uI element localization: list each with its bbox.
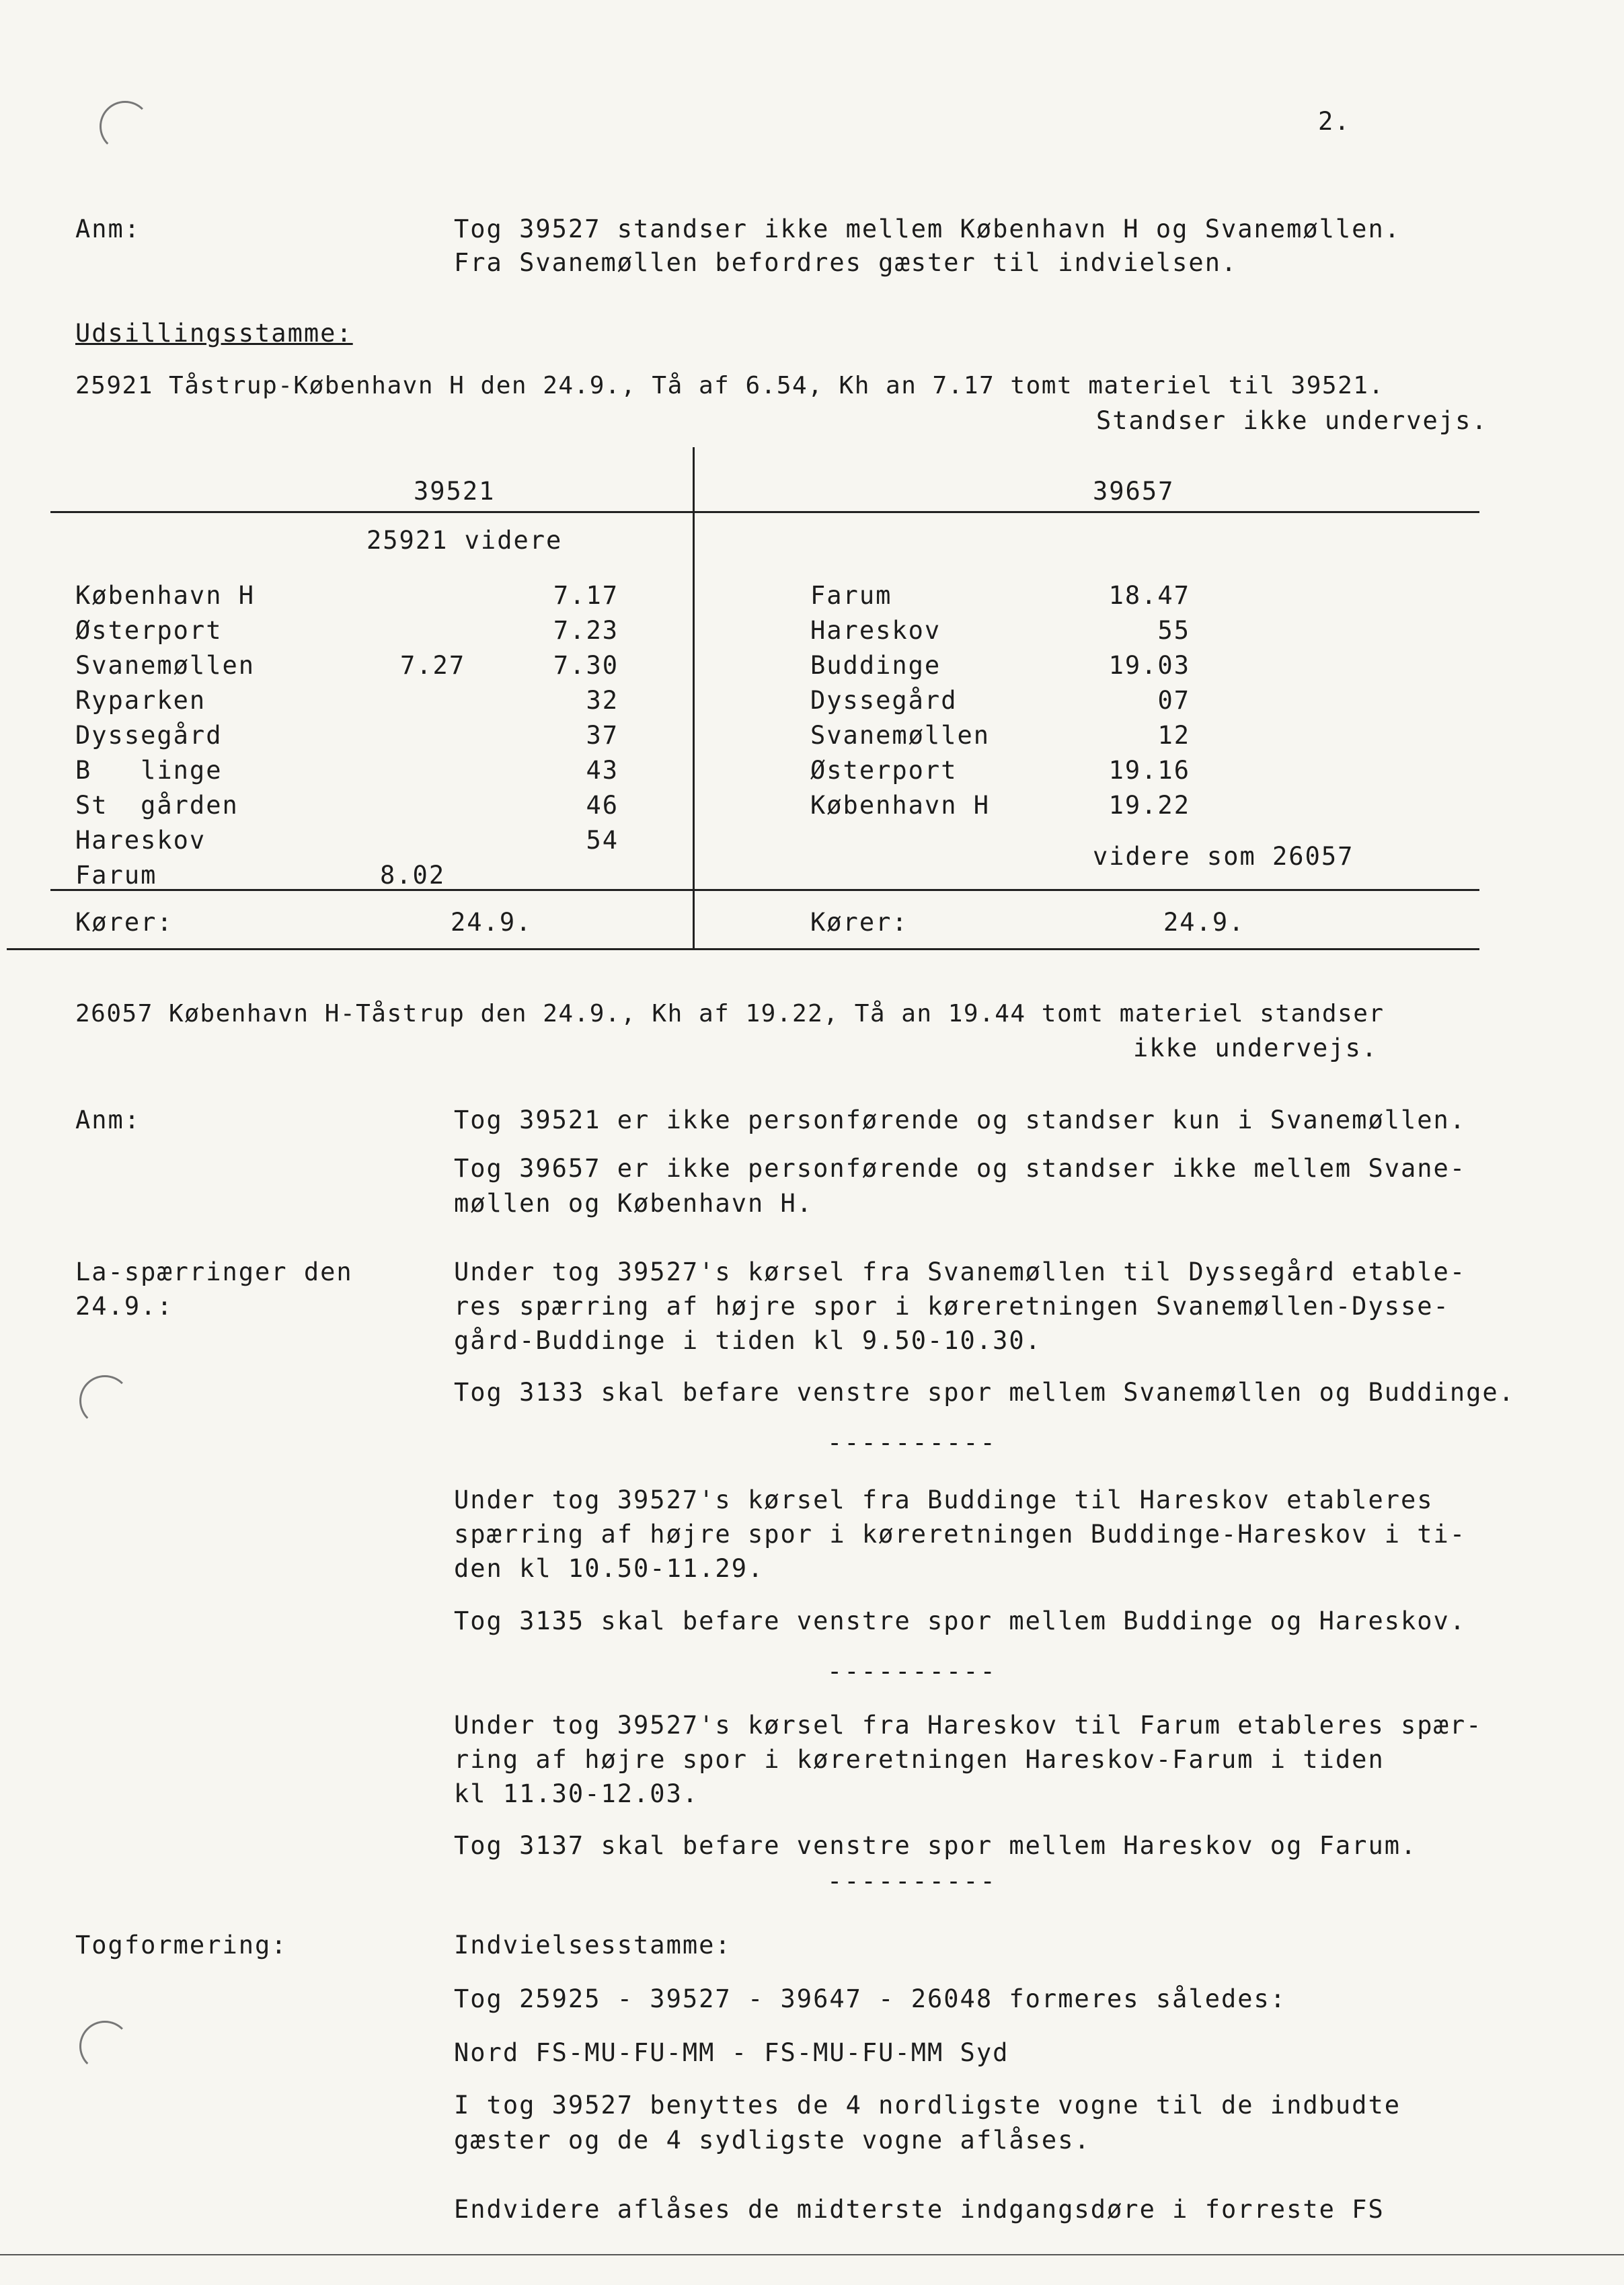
togformering-text: I tog 39527 benyttes de 4 nordligste vogne til de indbudte — [454, 2091, 1401, 2120]
table-rule — [7, 948, 1479, 950]
anm-line: Fra Svanemøllen befordres gæster til indvielsen. — [454, 248, 1238, 277]
departure-time: 19.16 — [1108, 756, 1190, 785]
togformering-text: Endvidere aflåses de midterste indgangsdøre i forreste FS — [454, 2195, 1385, 2224]
togformering-label: Togformering: — [75, 1931, 288, 1960]
korer-date: 24.9. — [1163, 908, 1245, 937]
separator: ---------- — [827, 1657, 997, 1686]
la-text: den kl 10.50-11.29. — [454, 1554, 765, 1583]
departure-time: 07 — [1157, 686, 1190, 715]
departure-time: 19.03 — [1108, 651, 1190, 680]
page-number: 2. — [1318, 107, 1351, 136]
train-description: ikke undervejs. — [1133, 1034, 1379, 1062]
departure-time: 7.30 — [553, 651, 619, 680]
arrival-time: 8.02 — [380, 861, 446, 890]
departure-time: 54 — [586, 826, 619, 855]
punch-hole-mark — [79, 2021, 130, 2072]
la-text: Under tog 39527's kørsel fra Buddinge til Hareskov etableres — [454, 1485, 1434, 1514]
la-text: Tog 3133 skal befare venstre spor mellem Svanemøllen og Buddinge. — [454, 1378, 1515, 1407]
separator: ---------- — [827, 1428, 997, 1457]
la-label: La-spærringer den — [75, 1257, 353, 1286]
table-header-train: 39657 — [1093, 477, 1175, 506]
departure-time: 12 — [1157, 721, 1190, 750]
table-rule — [50, 889, 1479, 891]
station-name: København H — [75, 581, 256, 610]
anm-line: Tog 39521 er ikke personførende og standser kun i Svanemøllen. — [454, 1106, 1467, 1134]
anm-line: møllen og København H. — [454, 1189, 814, 1218]
la-text: Under tog 39527's kørsel fra Hareskov til Farum etableres spær- — [454, 1711, 1483, 1740]
station-name: Dyssegård — [75, 721, 223, 750]
train-description: Standser ikke undervejs. — [1096, 406, 1488, 435]
departure-time: 18.47 — [1108, 581, 1190, 610]
togformering-text: Nord FS-MU-FU-MM - FS-MU-FU-MM Syd — [454, 2038, 1009, 2067]
table-note: videre som 26057 — [1093, 842, 1354, 871]
table-column-divider — [693, 447, 695, 948]
separator: ---------- — [827, 1867, 997, 1896]
korer-label: Kører: — [810, 908, 908, 937]
station-name: Ryparken — [75, 686, 206, 715]
table-rule — [50, 511, 1479, 513]
anm-label: Anm: — [75, 1106, 141, 1134]
departure-time: 7.23 — [553, 616, 619, 645]
departure-time: 7.17 — [553, 581, 619, 610]
punch-hole-mark — [100, 101, 151, 152]
station-name: Østerport — [75, 616, 223, 645]
anm-line: Tog 39527 standser ikke mellem København H og Svanemøllen. — [454, 215, 1401, 243]
la-text: kl 11.30-12.03. — [454, 1779, 699, 1808]
station-name: Hareskov — [810, 616, 941, 645]
la-text: Tog 3135 skal befare venstre spor mellem Buddinge og Hareskov. — [454, 1606, 1467, 1635]
la-text: Under tog 39527's kørsel fra Svanemøllen til Dyssegård etable- — [454, 1257, 1467, 1286]
station-name: Østerport — [810, 756, 958, 785]
station-name: København H — [810, 791, 991, 820]
departure-time: 43 — [586, 756, 619, 785]
togformering-text: Tog 25925 - 39527 - 39647 - 26048 formeres således: — [454, 1984, 1287, 2013]
train-description: 25921 Tåstrup-København H den 24.9., Tå af 6.54, Kh an 7.17 tomt materiel til 39521. — [75, 372, 1385, 399]
departure-time: 19.22 — [1108, 791, 1190, 820]
station-name: B linge — [75, 756, 223, 785]
la-text: res spærring af højre spor i køreretningen Svanemøllen-Dysse- — [454, 1292, 1450, 1321]
table-header-train: 39521 — [414, 477, 496, 506]
station-name: Svanemøllen — [810, 721, 991, 750]
la-text: spærring af højre spor i køreretningen Buddinge-Hareskov i ti- — [454, 1520, 1467, 1549]
punch-hole-mark — [79, 1375, 130, 1426]
table-note: 25921 videre — [366, 526, 563, 555]
arrival-time: 7.27 — [400, 651, 466, 680]
station-name: St gården — [75, 791, 239, 820]
korer-date: 24.9. — [451, 908, 533, 937]
station-name: Farum — [75, 861, 157, 890]
la-text: ring af højre spor i køreretningen Hareskov-Farum i tiden — [454, 1745, 1385, 1774]
departure-time: 55 — [1157, 616, 1190, 645]
la-text: gård-Buddinge i tiden kl 9.50-10.30. — [454, 1326, 1042, 1355]
departure-time: 32 — [586, 686, 619, 715]
togformering-text: gæster og de 4 sydligste vogne aflåses. — [454, 2126, 1091, 2155]
korer-label: Kører: — [75, 908, 173, 937]
station-name: Hareskov — [75, 826, 206, 855]
station-name: Farum — [810, 581, 892, 610]
departure-time: 46 — [586, 791, 619, 820]
page-bottom-rule — [0, 2254, 1624, 2255]
departure-time: 37 — [586, 721, 619, 750]
togformering-text: Indvielsesstamme: — [454, 1931, 732, 1960]
anm-line: Tog 39657 er ikke personførende og standser ikke mellem Svane- — [454, 1154, 1467, 1183]
anm-label: Anm: — [75, 215, 141, 243]
station-name: Dyssegård — [810, 686, 958, 715]
la-text: Tog 3137 skal befare venstre spor mellem Hareskov og Farum. — [454, 1831, 1418, 1860]
la-label: 24.9.: — [75, 1292, 173, 1321]
section-heading: Udsillingsstamme: — [75, 319, 353, 348]
train-description: 26057 København H-Tåstrup den 24.9., Kh af 19.22, Tå an 19.44 tomt materiel standser — [75, 1000, 1385, 1028]
station-name: Buddinge — [810, 651, 941, 680]
station-name: Svanemøllen — [75, 651, 256, 680]
